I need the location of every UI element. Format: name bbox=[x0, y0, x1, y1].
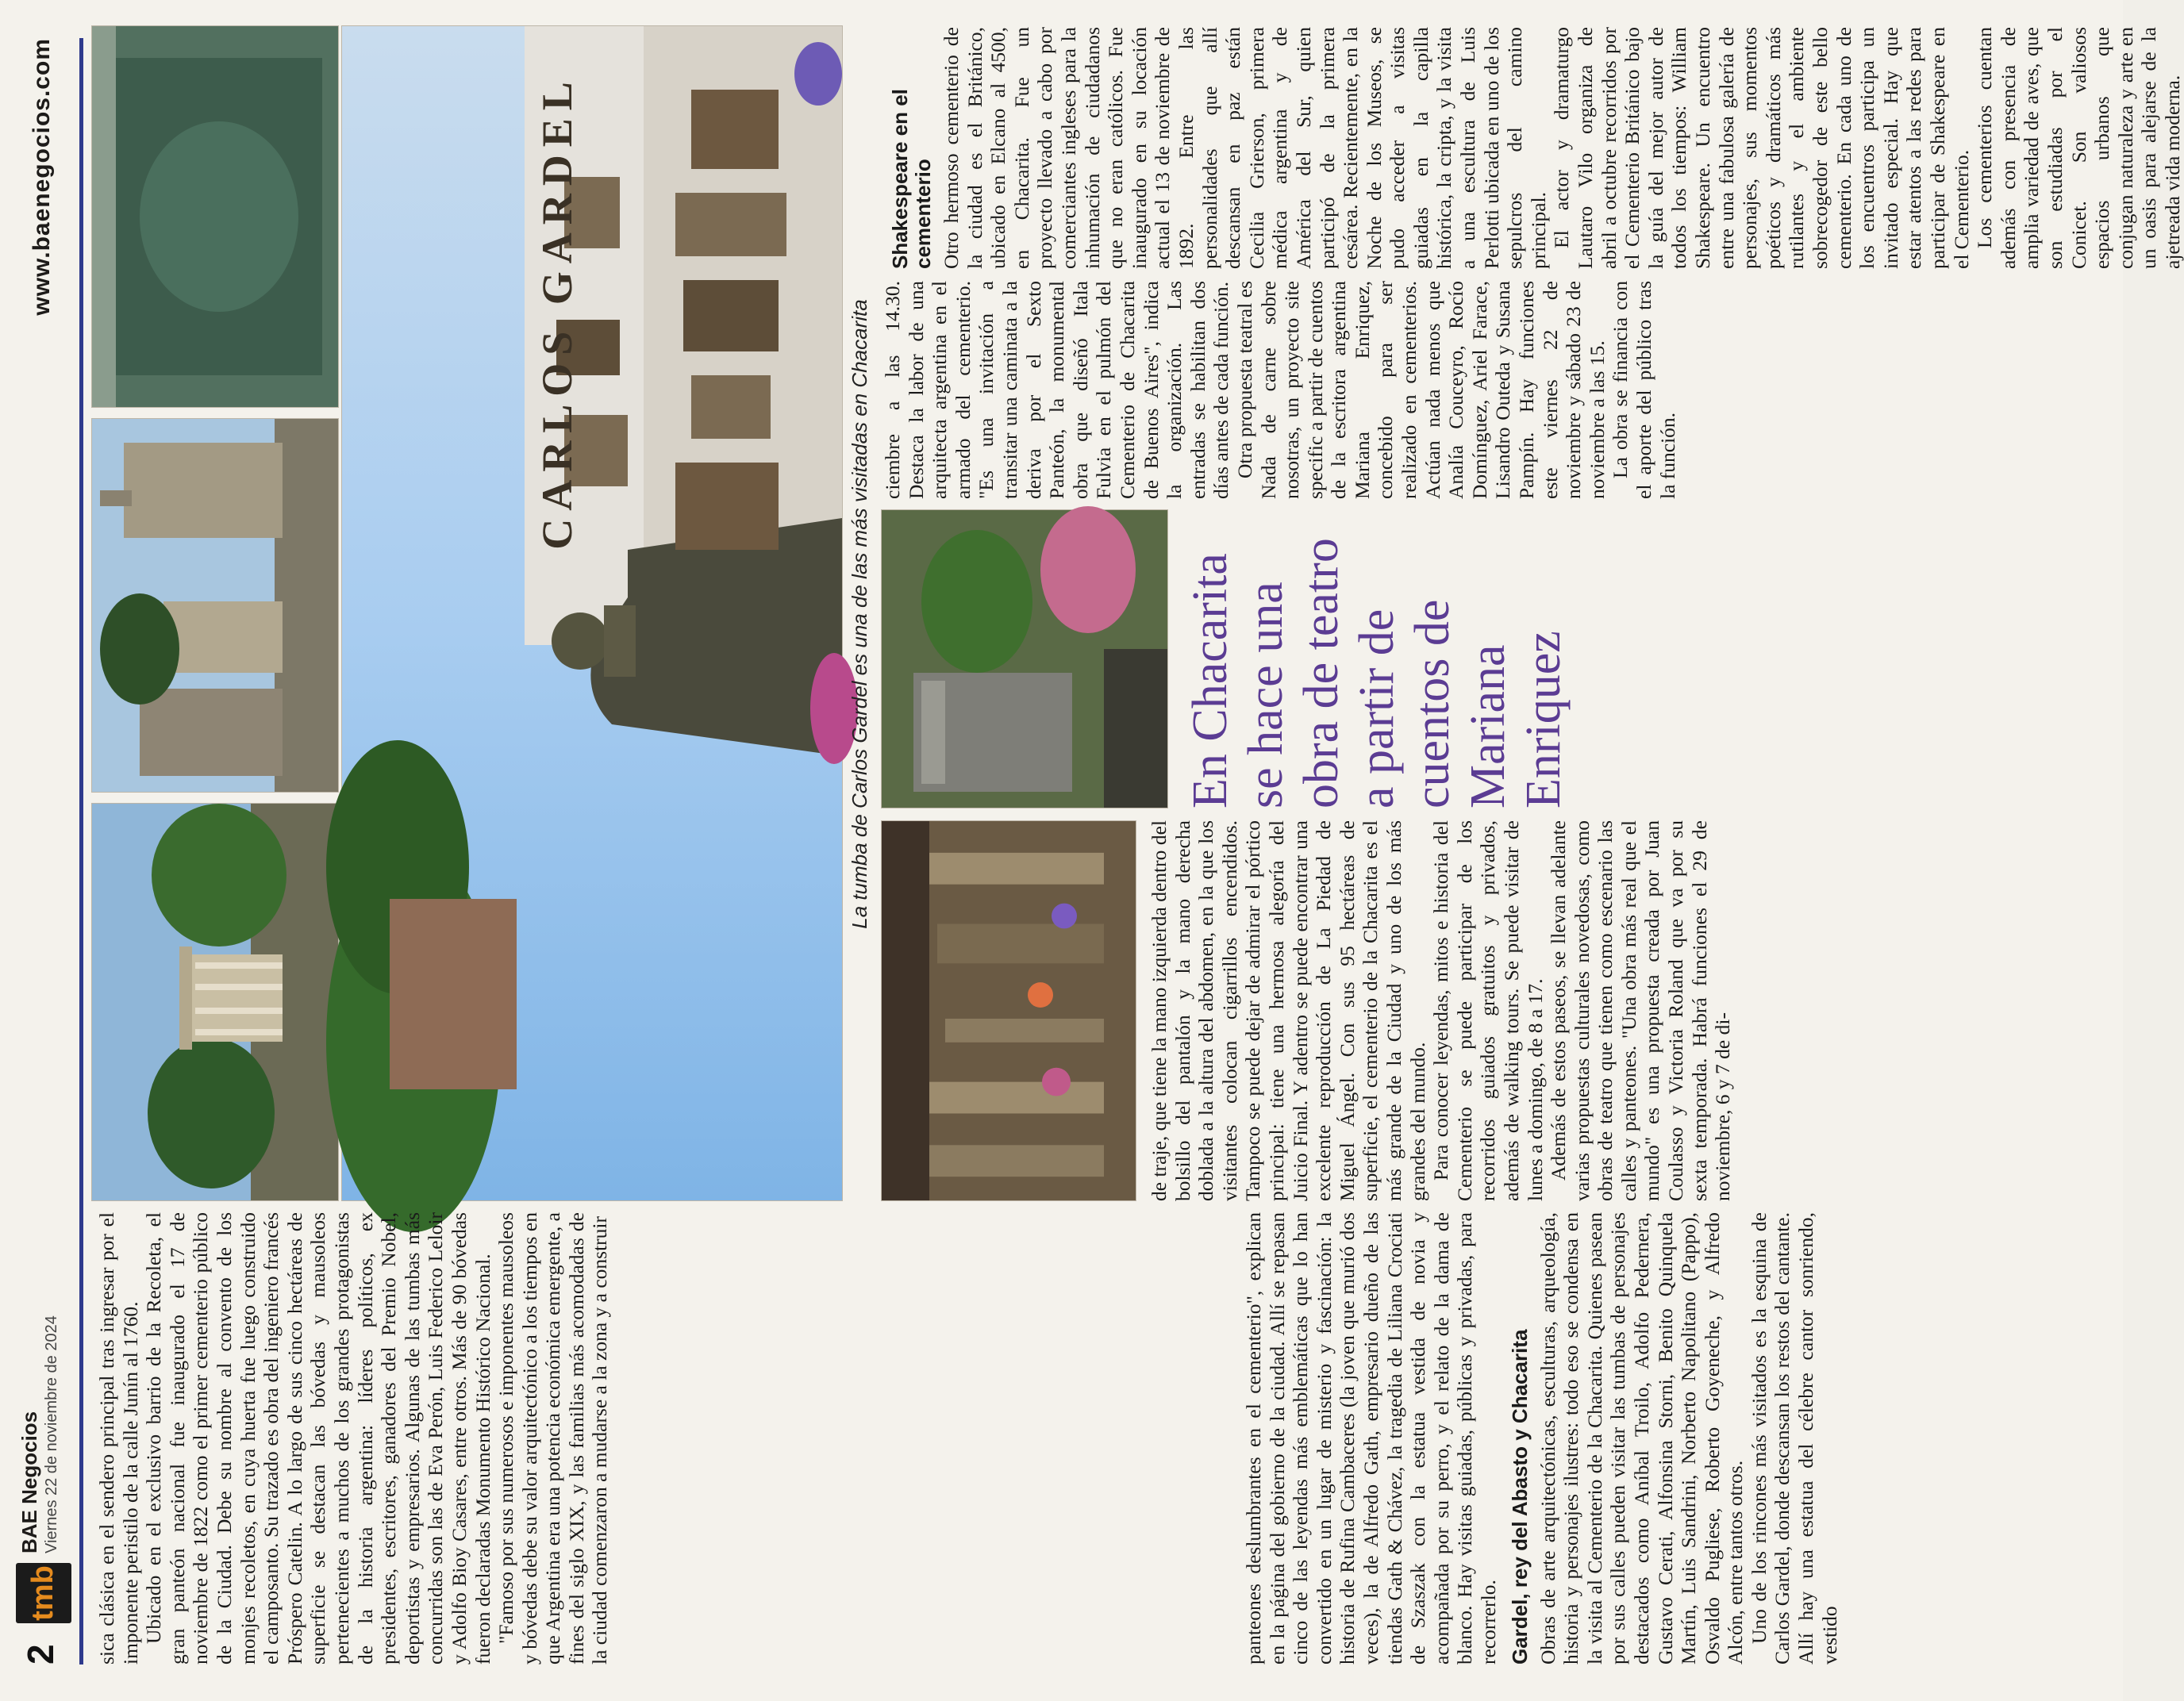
paragraph: La obra se financia con el aporte del público tras la función. bbox=[1609, 281, 1679, 499]
paragraph: sica clásica en el sendero principal tras ingresar por el imponente peristilo de la calle Junín al 1760. bbox=[95, 1212, 142, 1665]
page-number: 2 bbox=[20, 1644, 61, 1665]
paragraph: panteones deslumbrantes en el cementerio", explican en la página del gobierno de la ciudad. Allí se repasan cinco de las leyendas más emblemáticas que lo han convertido en un lugar de misterio y fascinación: la historia de Rufina Cambaceres (la joven que murió dos veces), la de Alfredo Gath, empresario dueño de las tiendas Gath & Chávez, la tragedia de Liliana Crociati de Szaszak con la estatua vestida de novia y acompañada por su perro, y el relato de la dama de blanco. Hay visitas guiadas, públicas y privadas, para recorrerlo. bbox=[1242, 1212, 1500, 1665]
article-column-5 bbox=[881, 27, 2184, 269]
paragraph: Para conocer leyendas, mitos e historia del Cementerio se puede participar de los recorridos guiados gratuitos y privados, además de walking tours. Se puede visitar de lunes a domingo, de 8 a 17. bbox=[1429, 820, 1547, 1201]
header-rule bbox=[79, 38, 83, 1665]
article-column-2 bbox=[1242, 1212, 2115, 1665]
photo-recoleta-cemetery-entrance bbox=[91, 803, 339, 1201]
tomb-inscription: CARLOS GARDEL bbox=[533, 74, 581, 550]
paragraph: de traje, que tiene la mano izquierda dentro del bolsillo del pantalón y la mano derecha doblada a la altura del abdomen, en la que los visitantes colocan cigarrillos encendidos. Tampoco se puede dejar de admirar el pórtico principal: tiene una hermosa alegoría del Juicio Final. Y adentro se puede encontrar una excelente reproducción de La Piedad de Miguel Ángel. Con sus 95 hectáreas de superficie, el cementerio de la Chacarita es el más grande de la Ciudad y uno de los más grandes del mundo. bbox=[1148, 820, 1429, 1201]
photo-caption: La tumba de Carlos Gardel es una de las más visitadas en Chacarita bbox=[848, 299, 871, 929]
paragraph: El actor y dramaturgo Lautaro Vilo organiza de abril a octubre recorridos por el Cementerio Británico bajo la guía del mejor autor de todos los tiempos: William Shakespeare. Un encuentro entre una fabulosa galería de personajes, sus momentos poéticos y dramáticos más rutilantes y el ambiente sobrecogedor de este bello cementerio. En cada uno de los encuentros participa un invitado especial. Hay que estar atentos a las redes para participar de Shakespeare en el Cementerio. bbox=[1550, 27, 1973, 269]
brand-name: BAE Negocios bbox=[17, 1411, 41, 1553]
paragraph: Otra propuesta teatral es Nada de carne sobre nosotras, un proyecto site specific a partir de cuentos de la escritora argentina Mariana Enriquez, concebido para ser realizado en cementerios. Actúan nada menos que Analía Couceyro, Rocío Domínguez, Ariel Farace, Lisandro Outeda y Susana Pampín. Hay funciones este viernes 22 de noviembre y sábado 23 de noviembre a las 15. bbox=[1232, 281, 1609, 499]
photo-gardel-tomb bbox=[341, 25, 843, 1201]
photo-tomb-garden bbox=[881, 509, 1168, 808]
spacer bbox=[1492, 511, 1500, 808]
brand-logo: tmb bbox=[16, 1563, 71, 1623]
paragraph: ciembre a las 14.30. Destaca la labor de una arquitecta argentina en el armado del cementerio. "Es una invitación a transitar una caminata a la deriva por el Sexto Panteón, la monumental obra que diseñó Itala Fulvia en el pulmón del Cementerio de Chacarita de Buenos Aires", indica la organización. Las entradas se habilitan dos días antes de cada función. bbox=[881, 281, 1233, 499]
spacer bbox=[873, 1664, 874, 1665]
article-column-1 bbox=[95, 1212, 1238, 1665]
headline: En Chacarita se hace una obra de teatro a partir de cuentos de Mariana Enriquez bbox=[1183, 538, 1571, 808]
paragraph: Además de estos paseos, se llevan adelante varias propuestas culturales novedosas, como obras de teatro que tienen como escenario las calles y panteones. "Una obra más real que el mundo" es una propuesta creada por Juan Coulasso y Victoria Roland que va por su sexta temporada. Habrá funciones el 29 de noviembre, 6 y 7 de di- bbox=[1547, 820, 1735, 1201]
issue-date: Viernes 22 de noviembre de 2024 bbox=[43, 1315, 60, 1553]
section-heading-shakespeare: Shakespeare en el cementerio bbox=[888, 89, 935, 269]
photo-visitors-alley bbox=[881, 820, 1136, 1201]
paragraph: Uno de los rincones más visitados es la esquina de Carlos Gardel, donde descansan los restos del cantante. Allí hay una estatua del célebre cantor sonriendo, vestido bbox=[1747, 1212, 1841, 1665]
article-column-4 bbox=[881, 281, 2111, 499]
spacer bbox=[873, 1426, 881, 1665]
photo-bronze-relief-tomb bbox=[91, 25, 339, 408]
paragraph: Ubicado en el exclusivo barrio de la Recoleta, el gran panteón nacional fue inaugurado el 17 de noviembre de 1822 como el primer cementerio público de la Ciudad. Debe su nombre al convento de los monjes recoletos, en cuya huerta fue luego construido el camposanto. Su trazado es obra del ingeniero francés Próspero Catelin. A lo largo de sus cinco hectáreas de superficie se destacan las bóvedas y mausoleos pertenecientes a muchos de los grandes protagonistas de la historia argentina: líderes políticos, ex presidentes, escritores, ganadores del Premio Nobel, deportistas y empresarios. Algunas de las tumbas más concurridas son las de Eva Perón, Luis Federico Leloir y Adolfo Bioy Casares, entre otros. Más de 90 bóvedas fueron declaradas Monumento Histórico Nacional. bbox=[142, 1212, 494, 1665]
paragraph: "Famoso por sus numerosos e imponentes mausoleos y bóvedas debe su valor arquitectónico a los tiempos en que Argentina era una potencia económica emergente, a fines del siglo XIX, y las familias más acomodadas de la ciudad comenzaron a mudarse a la zona y a construir bbox=[494, 1212, 612, 1665]
site-url[interactable]: www.baenegocios.com bbox=[29, 38, 55, 316]
page-header bbox=[13, 38, 86, 1665]
photo-mausoleums-avenue bbox=[91, 418, 339, 793]
paragraph: Otro hermoso cementerio de la ciudad es el Británico, ubicado en Elcano al 4500, en Chacarita. Fue un proyecto llevado a cabo por comerciantes ingleses para la inhumación de ciudadanos que no eran católicos. Fue inaugurado en su locación actual el 13 de noviembre de 1892. Entre las personalidades que allí descansan en paz están Cecilia Grierson, primera médica argentina y de América del Sur, quien participó de la primera cesárea. Recientemente, en la Noche de los Museos, se pudo acceder a visitas guiadas en la capilla histórica, la cripta, y la visita a una escultura de Luis Perlotti ubicada en uno de los sepulcros del camino principal. bbox=[940, 27, 1550, 269]
article-column-3 bbox=[881, 820, 2111, 1201]
section-heading-gardel: Gardel, rey del Abasto y Chacarita bbox=[1507, 1329, 1532, 1665]
paragraph: Obras de arte arquitectónicas, esculturas, arqueología, historia y personajes ilustres: todo eso se condensa en la visita al Cementerio de la Chacarita. Quienes pasean por sus calles pueden visitar las tumbas de personajes destacados como Aníbal Troilo, Adolfo Pedernera, Gustavo Cerati, Alfonsina Storni, Benito Quinquela Martín, Luis Sandrini, Norberto Napolitano (Pappo), Osvaldo Pugliese, Roberto Goyeneche, y Alfredo Alcón, entre tantos otros. bbox=[1536, 1212, 1748, 1665]
paragraph: Los cementerios cuentan además con presencia de amplia variedad de aves, que son estudiadas por el Conicet. Son valiosos espacios urbanos que conjugan naturaleza y arte en un oasis para alejarse de la ajetreada vida moderna. bbox=[1973, 27, 2184, 269]
